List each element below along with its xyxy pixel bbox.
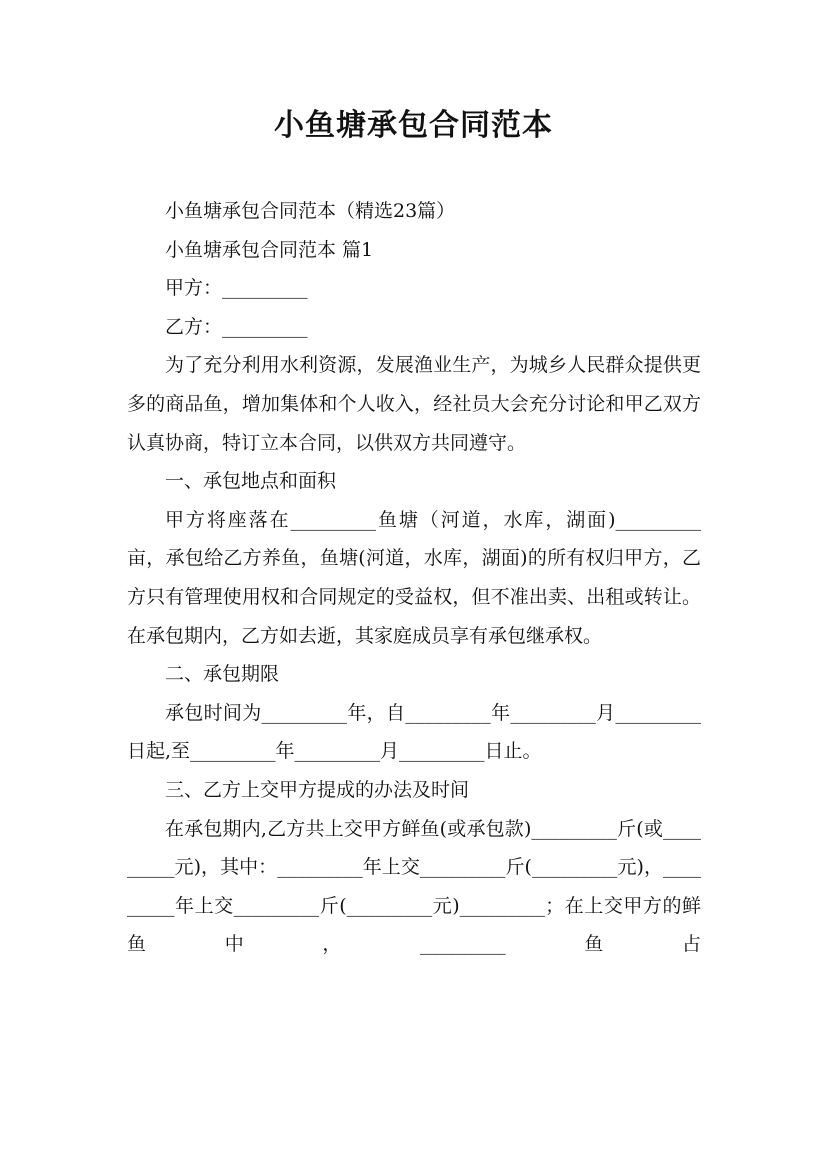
paragraph-preamble: 为了充分利用水利资源，发展渔业生产，为城乡人民群众提供更多的商品鱼，增加集体和个人收入，经社员大会充分讨论和甲乙双方认真协商，特订立本合同，以供双方共同遵守。 <box>127 354 701 454</box>
paragraph-payment: 在承包期内,乙方共上交甲方鲜鱼(或承包款)_________斤(或_________元)，其中：_________年上交_________斤(_________元)，_________年上交_________斤(_________元)_________；在上交甲方的鲜鱼中，_________鱼占 <box>127 817 701 956</box>
document-title: 小鱼塘承包合同范本 <box>274 108 553 143</box>
paragraph-location-area: 甲方将座落在_________鱼塘（河道，水库，湖面)_________亩，承包给乙方养鱼，鱼塘(河道，水库，湖面)的所有权归甲方，乙方只有管理使用权和合同规定的受益权，但不准出卖、出租或转让。在承包期内，乙方如去逝，其家庭成员享有承包继承权。 <box>127 508 701 647</box>
heading-term: 二、承包期限 <box>165 663 280 686</box>
paragraph-subtitle: 小鱼塘承包合同范本（精选23篇） <box>165 200 456 222</box>
heading-location-area: 一、承包地点和面积 <box>165 470 337 493</box>
party-b-line: 乙方：_________ <box>165 315 308 338</box>
document-body <box>127 192 701 964</box>
paragraph-section-heading: 小鱼塘承包合同范本 篇1 <box>165 238 374 261</box>
heading-payment: 三、乙方上交甲方提成的办法及时间 <box>165 778 470 801</box>
party-a-line: 甲方：_________ <box>165 277 308 300</box>
paragraph-term: 承包时间为_________年，自_________年_________月_________日起,至_________年_________月_________日止。 <box>127 701 701 763</box>
